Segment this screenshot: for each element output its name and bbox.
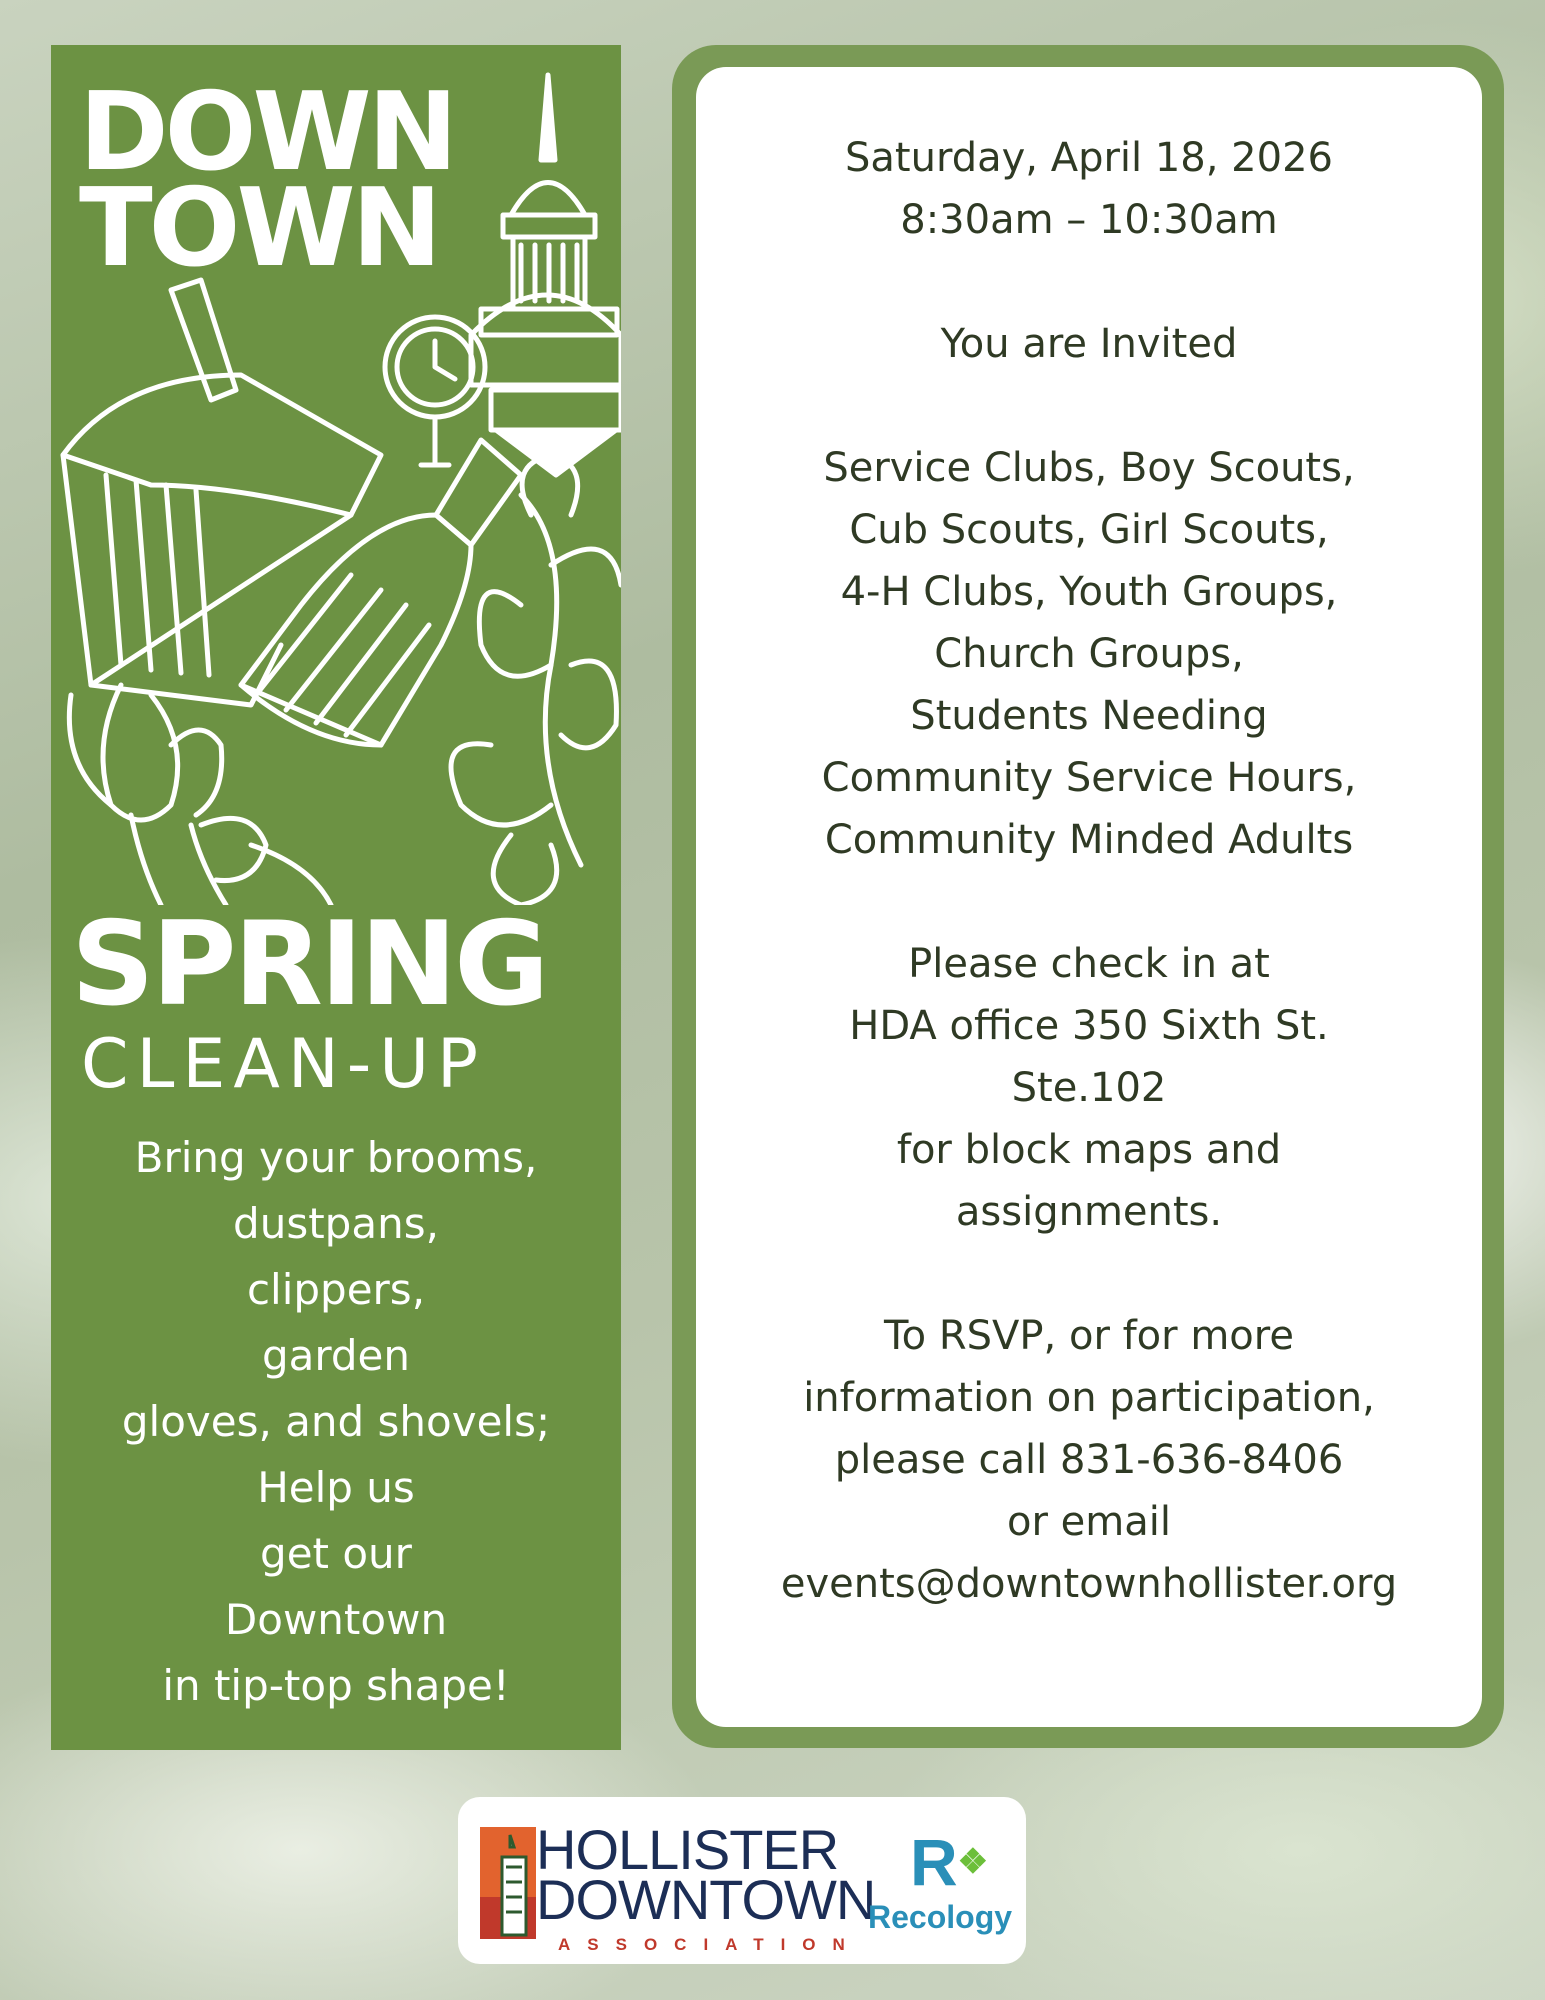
bring-line: get our bbox=[260, 1529, 412, 1578]
checkin-line: Ste.102 bbox=[1011, 1065, 1167, 1111]
bring-line: gloves, and shovels; bbox=[121, 1397, 551, 1446]
group-line: 4-H Clubs, Youth Groups, bbox=[840, 569, 1338, 615]
checkin-line: for block maps and bbox=[896, 1127, 1282, 1173]
wordmark-line-1: DOWN bbox=[79, 70, 454, 195]
lily-flowers-icon bbox=[451, 455, 621, 905]
dustpan-icon bbox=[63, 280, 381, 705]
group-line: Students Needing bbox=[910, 693, 1268, 739]
bring-line: clippers, bbox=[246, 1265, 426, 1314]
bring-line: Help us bbox=[257, 1463, 415, 1512]
hda-logo-text bbox=[536, 1818, 876, 1931]
bring-line: Downtown bbox=[224, 1595, 448, 1644]
hda-association: ASSOCIATION bbox=[558, 1935, 862, 1954]
checkin-line: assignments. bbox=[955, 1189, 1223, 1235]
rsvp-email-link[interactable]: events@downtownhollister.org bbox=[780, 1561, 1398, 1607]
left-panel bbox=[51, 45, 621, 1750]
leaf-icon: ❖ bbox=[957, 1843, 989, 1881]
hda-line-2: DOWNTOWN bbox=[536, 1868, 876, 1931]
sponsor-logos bbox=[458, 1797, 1026, 1964]
invited-heading: You are Invited bbox=[940, 321, 1238, 367]
group-line: Cub Scouts, Girl Scouts, bbox=[849, 507, 1329, 553]
hda-building-icon bbox=[480, 1827, 536, 1939]
checkin-line: Please check in at bbox=[908, 941, 1270, 987]
rsvp-phone-line: please call 831-636-8406 bbox=[834, 1437, 1344, 1483]
rsvp-line: To RSVP, or for more bbox=[884, 1313, 1294, 1359]
hda-line-1: HOLLISTER bbox=[536, 1818, 839, 1881]
recology-r: R bbox=[910, 1825, 958, 1899]
recology-name: Recology bbox=[868, 1899, 1013, 1935]
checkin-line: HDA office 350 Sixth St. bbox=[849, 1003, 1329, 1049]
group-line: Community Service Hours, bbox=[821, 755, 1357, 801]
rsvp-line: information on participation, bbox=[803, 1375, 1375, 1421]
cleanup-illustration bbox=[51, 45, 621, 905]
group-line: Church Groups, bbox=[934, 631, 1244, 677]
wordmark-line-2: TOWN bbox=[79, 166, 438, 291]
group-line: Community Minded Adults bbox=[824, 817, 1354, 863]
bring-line: dustpans, bbox=[233, 1199, 439, 1248]
recology-logo-mark bbox=[910, 1827, 988, 1897]
event-date: Saturday, April 18, 2026 bbox=[845, 135, 1333, 181]
clock-tower-icon bbox=[471, 75, 621, 475]
spring-title: SPRING bbox=[71, 897, 547, 1032]
event-time: 8:30am – 10:30am bbox=[900, 197, 1278, 243]
info-card bbox=[696, 67, 1482, 1727]
bring-supplies-text bbox=[51, 1125, 621, 1719]
group-line: Service Clubs, Boy Scouts, bbox=[823, 445, 1355, 491]
rsvp-line: or email bbox=[1007, 1499, 1171, 1545]
bring-line: Bring your brooms, bbox=[134, 1133, 538, 1182]
event-details bbox=[696, 127, 1482, 1615]
cleanup-subtitle: CLEAN-UP bbox=[81, 1025, 487, 1104]
info-card-frame bbox=[672, 45, 1504, 1748]
broom-icon bbox=[241, 440, 521, 745]
bring-line: in tip-top shape! bbox=[162, 1661, 510, 1710]
bring-line: garden bbox=[261, 1331, 411, 1380]
